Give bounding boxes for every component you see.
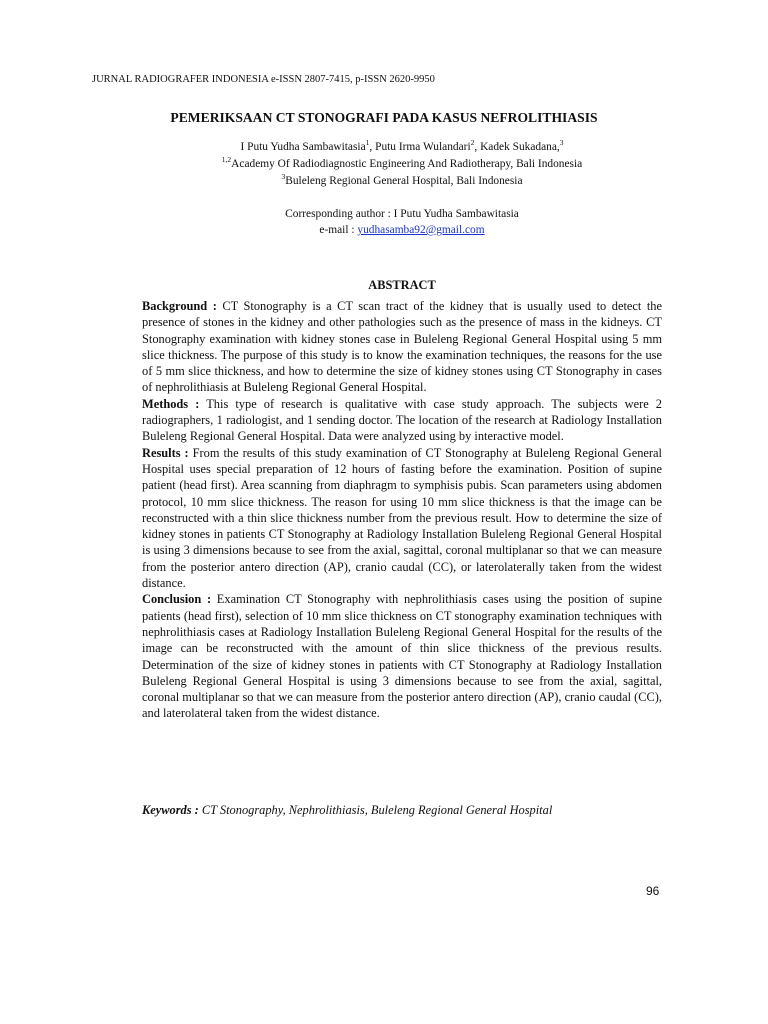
affiliation-text: Buleleng Regional General Hospital, Bali Indonesia xyxy=(285,175,523,187)
author-separator: , xyxy=(369,141,376,153)
author-name: Putu Irma Wulandari xyxy=(375,141,471,153)
abstract-section-background xyxy=(142,298,662,396)
section-text: Examination CT Stonography with nephrolithiasis cases using the position of supine patients (head first), selection of 10 mm slice thickness on CT stonography examination techniques with nephrolithiasis cases at Radiology Installation Buleleng Regional General Hospital for the results of the image can be reconstructed with the amount of thin slice thickness of the previous results. Determination of the size of kidney stones in patients with CT Stonography at Radiology Installation Buleleng Regional General Hospital is using 3 dimensions because to see from the axial, sagittal, coronal multiplanar so that we can measure from the posterior antero direction (AP), cranio caudal (CC), and laterolateral taken from the widest distance. xyxy=(142,592,662,721)
email-link[interactable]: yudhasamba92@gmail.com xyxy=(357,224,485,236)
keywords-text: CT Stonography, Nephrolithiasis, Buleleng Regional General Hospital xyxy=(198,803,553,817)
section-label: Results : xyxy=(142,445,189,460)
section-label: Background : xyxy=(142,299,217,313)
journal-header: JURNAL RADIOGRAFER INDONESIA e-ISSN 2807-7415, p-ISSN 2620-9950 xyxy=(92,74,435,85)
author-superscript: 2 xyxy=(470,138,475,148)
paper-title: PEMERIKSAAN CT STONOGRAFI PADA KASUS NEFROLITHIASIS xyxy=(170,110,598,125)
keywords-line xyxy=(142,803,682,818)
section-text: From the results of this study examination of CT Stonography at Buleleng Regional General Hospital uses special preparation of 12 hours of fasting before the examination. Position of supine patient (head first). Area scanning from diaphragm to symphisis pubis. Scan parameters using abdomen protocol, 10 mm slice thickness. The reason for using 10 mm slice thickness is that the image can be reconstructed with a thin slice thickness number from the previous result. How to determine the size of kidney stones in patients CT Stonography at Radiology Installation Buleleng Regional General Hospital is using 3 dimensions because to see from the axial, sagittal, coronal multiplanar so that we can measure from the posterior antero direction (AP), cranio caudal (CC), or laterolaterally taken from the widest distance. xyxy=(142,445,663,591)
affiliation-superscript: 3 xyxy=(281,172,286,182)
corresponding-author: Corresponding author : I Putu Yudha Sambawitasia xyxy=(285,208,519,220)
affiliation-line xyxy=(0,173,768,190)
affiliation-text: Academy Of Radiodiagnostic Engineering And Radiotherapy, Bali Indonesia xyxy=(231,158,583,170)
abstract-body xyxy=(142,298,662,722)
page-number: 96 xyxy=(646,884,660,898)
abstract-section-conclusion xyxy=(142,591,662,721)
author-name: I Putu Yudha Sambawitasia xyxy=(240,141,366,153)
author-separator: , xyxy=(474,141,481,153)
author-line xyxy=(0,139,768,156)
section-label: Methods : xyxy=(142,396,200,411)
abstract-section-methods xyxy=(142,396,662,445)
author-superscript: 1 xyxy=(365,138,370,148)
section-text: CT Stonography is a CT scan tract of the kidney that is usually used to detect the presence of stones in the kidney and other pathologies such as the presence of mass in the kidneys. CT Stonography examination with kidney stones case in Buleleng Regional General Hospital using 5 mm slice thickness. The purpose of this study is to know the examination techniques, the reasons for the use of 5 mm slice thickness, and how to determine the size of kidney stones using CT Stonography in cases of nephrolithiasis at Buleleng Regional General Hospital. xyxy=(142,299,662,395)
abstract-section-results xyxy=(142,445,662,592)
section-label: Conclusion : xyxy=(142,592,212,607)
email-label: e-mail : xyxy=(319,224,358,236)
affiliation-superscript: 1,2 xyxy=(221,155,232,165)
email-line xyxy=(0,222,768,238)
keywords-label: Keywords : xyxy=(142,803,199,817)
affiliation-line xyxy=(0,156,768,173)
author-name: Kadek Sukadana, xyxy=(480,141,560,153)
authors-block xyxy=(0,139,768,190)
section-text: This type of research is qualitative with case study approach. The subjects were 2 radiographers, 1 radiologist, and 1 sending doctor. The location of the research at Radiology Installation Buleleng Regional General Hospital. Data were analyzed using by interactive model. xyxy=(142,396,662,444)
abstract-heading: ABSTRACT xyxy=(368,278,436,292)
author-superscript: 3 xyxy=(559,138,564,148)
correspondence-block xyxy=(0,206,768,238)
